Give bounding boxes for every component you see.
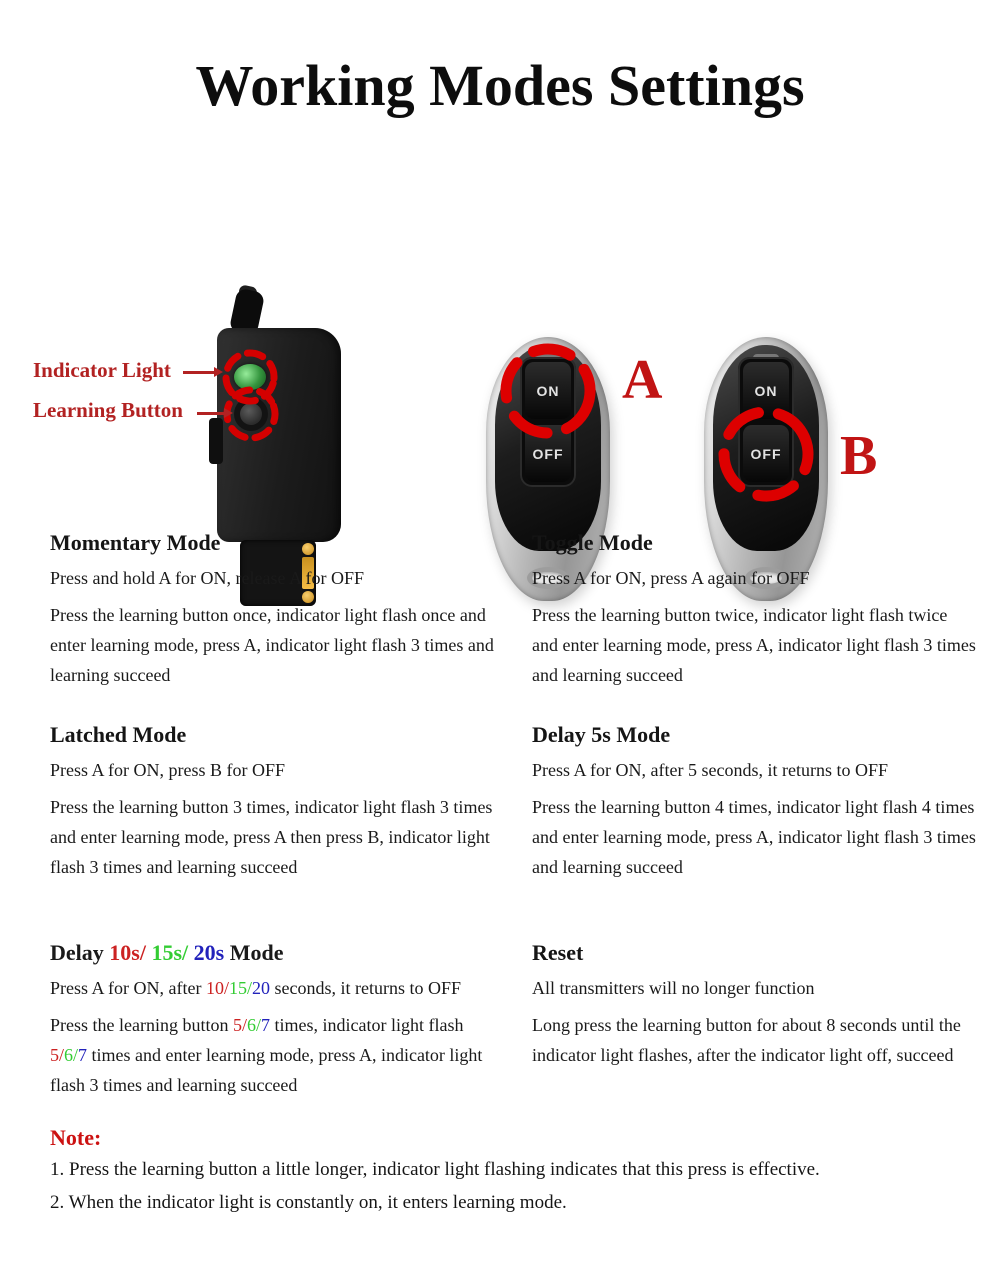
mode-body: Press the learning button once, indicator light flash once and enter learning mode, press A, indicator light flash 3 times and learning succeed bbox=[50, 605, 494, 685]
remote-face bbox=[713, 345, 819, 551]
mode-subtitle: Press A for ON, after 5 seconds, it returns to OFF bbox=[532, 760, 888, 780]
off-button: OFF bbox=[525, 425, 571, 482]
mode-section-reset bbox=[532, 940, 990, 1070]
mode-subtitle: Press A for ON, after 10/15/20 seconds, it returns to OFF bbox=[50, 978, 462, 998]
mode-section-momentary bbox=[50, 530, 508, 690]
receiver-side-tab bbox=[209, 418, 223, 464]
mode-body: Press the learning button twice, indicator light flash twice and enter learning mode, press A, indicator light flash 3 times and learning succeed bbox=[532, 605, 976, 685]
indicator-led bbox=[234, 364, 266, 390]
mode-section-latched bbox=[50, 722, 508, 882]
mode-subtitle: Press A for ON, press A again for OFF bbox=[532, 568, 810, 588]
note-section bbox=[50, 1125, 960, 1225]
learning-button-label: Learning Button bbox=[33, 398, 183, 422]
button-panel bbox=[520, 357, 576, 487]
receiver-body bbox=[217, 328, 341, 542]
arrow-icon bbox=[183, 371, 215, 374]
mode-title: Momentary Mode bbox=[50, 530, 221, 555]
note-item: 1. Press the learning button a little longer, indicator light flashing indicates that this press is effective. bbox=[50, 1159, 820, 1180]
mode-title: Reset bbox=[532, 940, 584, 965]
remote-face bbox=[495, 345, 601, 551]
note-heading: Note: bbox=[50, 1125, 102, 1150]
mode-title: Delay 5s Mode bbox=[532, 722, 671, 747]
mode-subtitle: Press and hold A for ON, release A for OFF bbox=[50, 568, 364, 588]
mode-subtitle: All transmitters will no longer function bbox=[532, 978, 815, 998]
mode-body: Press the learning button 5/6/7 times, indicator light flash 5/6/7 times and enter learning mode, press A, indicator light flash 3 times and learning succeed bbox=[50, 1015, 483, 1095]
mode-section-delay5s bbox=[532, 722, 990, 882]
remote-b-letter: B bbox=[840, 425, 878, 487]
mode-subtitle: Press A for ON, press B for OFF bbox=[50, 760, 286, 780]
mode-title: Toggle Mode bbox=[532, 530, 653, 555]
off-button: OFF bbox=[743, 425, 789, 482]
mode-title: Latched Mode bbox=[50, 722, 187, 747]
indicator-light-label: Indicator Light bbox=[33, 358, 171, 382]
button-panel bbox=[738, 357, 794, 487]
on-button: ON bbox=[525, 362, 571, 419]
mode-section-toggle bbox=[532, 530, 990, 690]
page-title: Working Modes Settings bbox=[195, 53, 805, 118]
mode-section-delay-multi bbox=[50, 940, 508, 1100]
mode-body: Press the learning button 4 times, indicator light flash 4 times and enter learning mode, press A, indicator light flash 3 times and learning succeed bbox=[532, 797, 976, 877]
learning-button-cap bbox=[240, 403, 262, 425]
arrow-icon bbox=[197, 412, 225, 415]
mode-body: Press the learning button 3 times, indicator light flash 3 times and enter learning mode, press A then press B, indicator light flash 3 times and learning succeed bbox=[50, 797, 493, 877]
note-item: 2. When the indicator light is constantly on, it enters learning mode. bbox=[50, 1192, 567, 1213]
on-button: ON bbox=[743, 362, 789, 419]
illustration bbox=[0, 140, 1000, 500]
remote-a-letter: A bbox=[622, 349, 663, 411]
learning-button bbox=[234, 397, 268, 431]
mode-title: Delay 10s/ 15s/ 20s Mode bbox=[50, 940, 284, 965]
mode-body: Long press the learning button for about 8 seconds until the indicator light flashes, after the indicator light off, succeed bbox=[532, 1015, 961, 1065]
